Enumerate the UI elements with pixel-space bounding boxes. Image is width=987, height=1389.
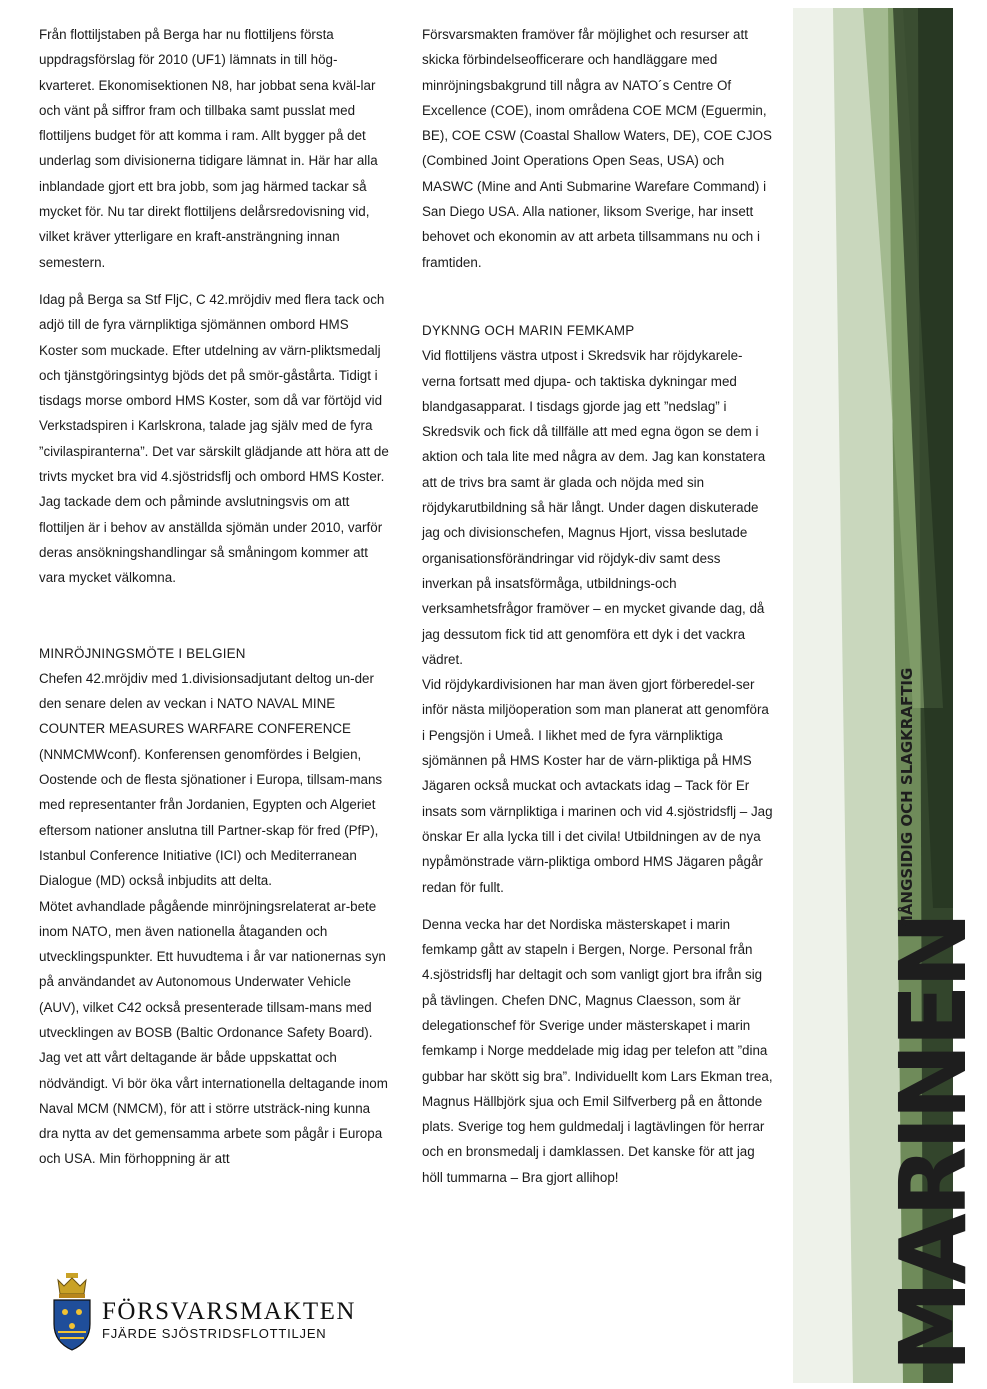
forsvarsmakten-logo [50,1272,380,1352]
participation-paragraph: Jag vet att vårt deltagande är både uppskattat och nödvändigt. Vi bör öka vårt internationella deltagande inom Naval MCM (NMCM), för att i större utsträck-ning kunna dra nytta av det gemensamma arbete som pågår i Europa och USA. Min förhoppning är att [39,1050,388,1167]
logo-title: FÖRSVARSMAKTEN [102,1298,356,1325]
section-heading-dykning: DYKNNG OCH MARIN FEMKAMP [422,322,635,338]
left-column [39,22,389,1172]
berga-paragraph: Idag på Berga sa Stf FljC, C 42.mröjdiv med flera tack och adjö till de fyra värnpliktiga sjömännen ombord HMS Koster som muckade. Efter utdelning av värn-pliktsmedalj och tjänstgöringsintyg bjöds det på smör-gåstårta. Tidigt i tisdags morse ombord HMS Koster, som då var förtöjd vid Verkstadspiren i Karlskrona, talade jag själv med de fyra ”civilaspiranterna”. Det var särskilt glädjande att höra att de trivts mycket bra vid 4.sjöstridsflj och ombord HMS Koster. Jag tackade dem och påminde avslutningsvis om att flottiljen är i behov av anställda sjömän under 2010, varför deras ansökningshandlingar så småningom kommer att vara mycket välkomna. [39,291,389,586]
crest-icon [50,1272,94,1352]
coe-paragraph: Försvarsmakten framöver får möjlighet och resurser att skicka förbindelseofficerare och handläggare med minröjningsbakgrund till några av NATO´s Centre Of Excellence (COE), inom områdena COE MCM (Eguermin, BE), COE CSW (Coastal Shallow Waters, DE), COE CJOS (Combined Joint Operations Open Seas, USA) och MASWC (Mine and Anti Submarine Warefare Command) i San Diego USA. Alla nationer, liksom Sverige, har insett behovet och ekonomin av att arbeta tillsammans nu och i framtiden. [422,27,772,270]
femkamp-paragraph: Denna vecka har det Nordiska mästerskapet i marin femkamp gått av stapeln i Bergen, Norge. Personal från 4.sjöstridsflj har deltagit och som vanligt gjort bra ifrån sig på tävlingen. Chefen DNC, Magnus Claesson, som är delegationschef för Sverige under mästerskapet i marin femkamp i Norge meddelade mig idag per telefon att ”dina gubbar har skött sig bra”. Individuellt kom Lars Ekman trea, Magnus Hällbjörk sjua och Emil Silfverberg på en åttonde plats. Sverige tog hem guldmedalj i lagtävlingen för herrar och en bronsmedalj i damklassen. Det kanske för att jag höll tummarna – Bra gjort allihop! [422,916,773,1185]
brand-tagline: MÅNGSIDIG OCH SLAGKRAFTIG [898,667,916,930]
right-column [422,22,774,1190]
rojdykardivision-paragraph: Vid röjdykardivisionen har man även gjort förberedel-ser inför nästa miljöoperation som man planerat att genomföra i Pengsjön i Umeå. I likhet med de fyra värnpliktiga sjömännen på HMS Koster har de värn-pliktiga på HMS Jägaren också muckat och avtackats idag – Tack för Er insats som värnpliktiga i marinen och vid 4.sjöstridsflj – Jag önskar Er alla lycka till i det civila! Utbildningen av de nya nypåmönstrade värn-pliktiga ombord HMS Jägaren pågår redan för fullt. [422,677,773,895]
intro-paragraph: Från flottiljstaben på Berga har nu flottiljens första uppdragsförslag för 2010 (UF1) lämnats in till hög-kvarteret. Ekonomisektionen N8, har jobbat sena kväl-lar och vänt på siffror fram och tillbaka samt pusslat med flottiljens budget för att komma i ram. Allt bygger på det underlag som divisionerna tidigare lämnat in. Här har alla inblandade gjort ett bra jobb, som jag härmed tackar så mycket för. Nu tar direkt flottiljens delårsredovisning vid, vilket kräver ytterligare en kraft-ansträngning innan semestern. [39,27,378,270]
conference-paragraph: Chefen 42.mröjdiv med 1.divisionsadjutant deltog un-der den senare delen av veckan i NATO NAVAL MINE COUNTER MEASURES WARFARE CONFERENCE (NNMCMWconf). Konferensen genomfördes i Belgien, Oostende och de flesta sjönationer i Europa, tillsam-mans med representanter från Jordanien, Egypten och Algeriet eftersom nationer anslutna till Partner-skap för fred (PfP), Istanbul Conference Initiative (ICI) och Mediterranean Dialogue (MD) också inbjudits att delta. [39,670,383,889]
meeting-paragraph: Mötet avhandlade pågående minröjningsrelaterat ar-bete inom NATO, men även nationella åtaganden och utvecklingspunkter. Ett huvudtema i år var nationernas syn på användandet av Autonomous Underwater Vehicle (AUV), vilket C42 också presenterade tillsam-mans med utvecklingen av BOSB (Baltic Ordonance Safety Board). [39,898,386,1040]
skredsvik-paragraph: Vid flottiljens västra utpost i Skredsvik har röjdykarele-verna fortsatt med djupa- och taktiska dykningar med blandgasapparat. I tisdags gjorde jag ett ”nedslag” i Skredsvik och fick då tillfälle att med egna ögon se dem i aktion och tala lite med några av dem. Jag kan konstatera att de trivs bra samt är glada och nöjda med sin röjdykarutbildning så här långt. Under dagen diskuterade jag och divisionschefen, Magnus Hjort, vissa beslutade organisationsförändringar vid röjdyk-div samt dess inverkan på insatsförmåga, utbildnings-och verksamhetsfrågor framöver – en mycket givande dag, då jag dessutom fick tid att genomföra ett dyk i det vackra vädret. [422,348,766,667]
brand-wordmark: MARINEN [880,915,987,1372]
section-heading-belgien: MINRÖJNINGSMÖTE I BELGIEN [39,645,246,661]
logo-subtitle: FJÄRDE SJÖSTRIDSFLOTTILJEN [102,1326,327,1341]
